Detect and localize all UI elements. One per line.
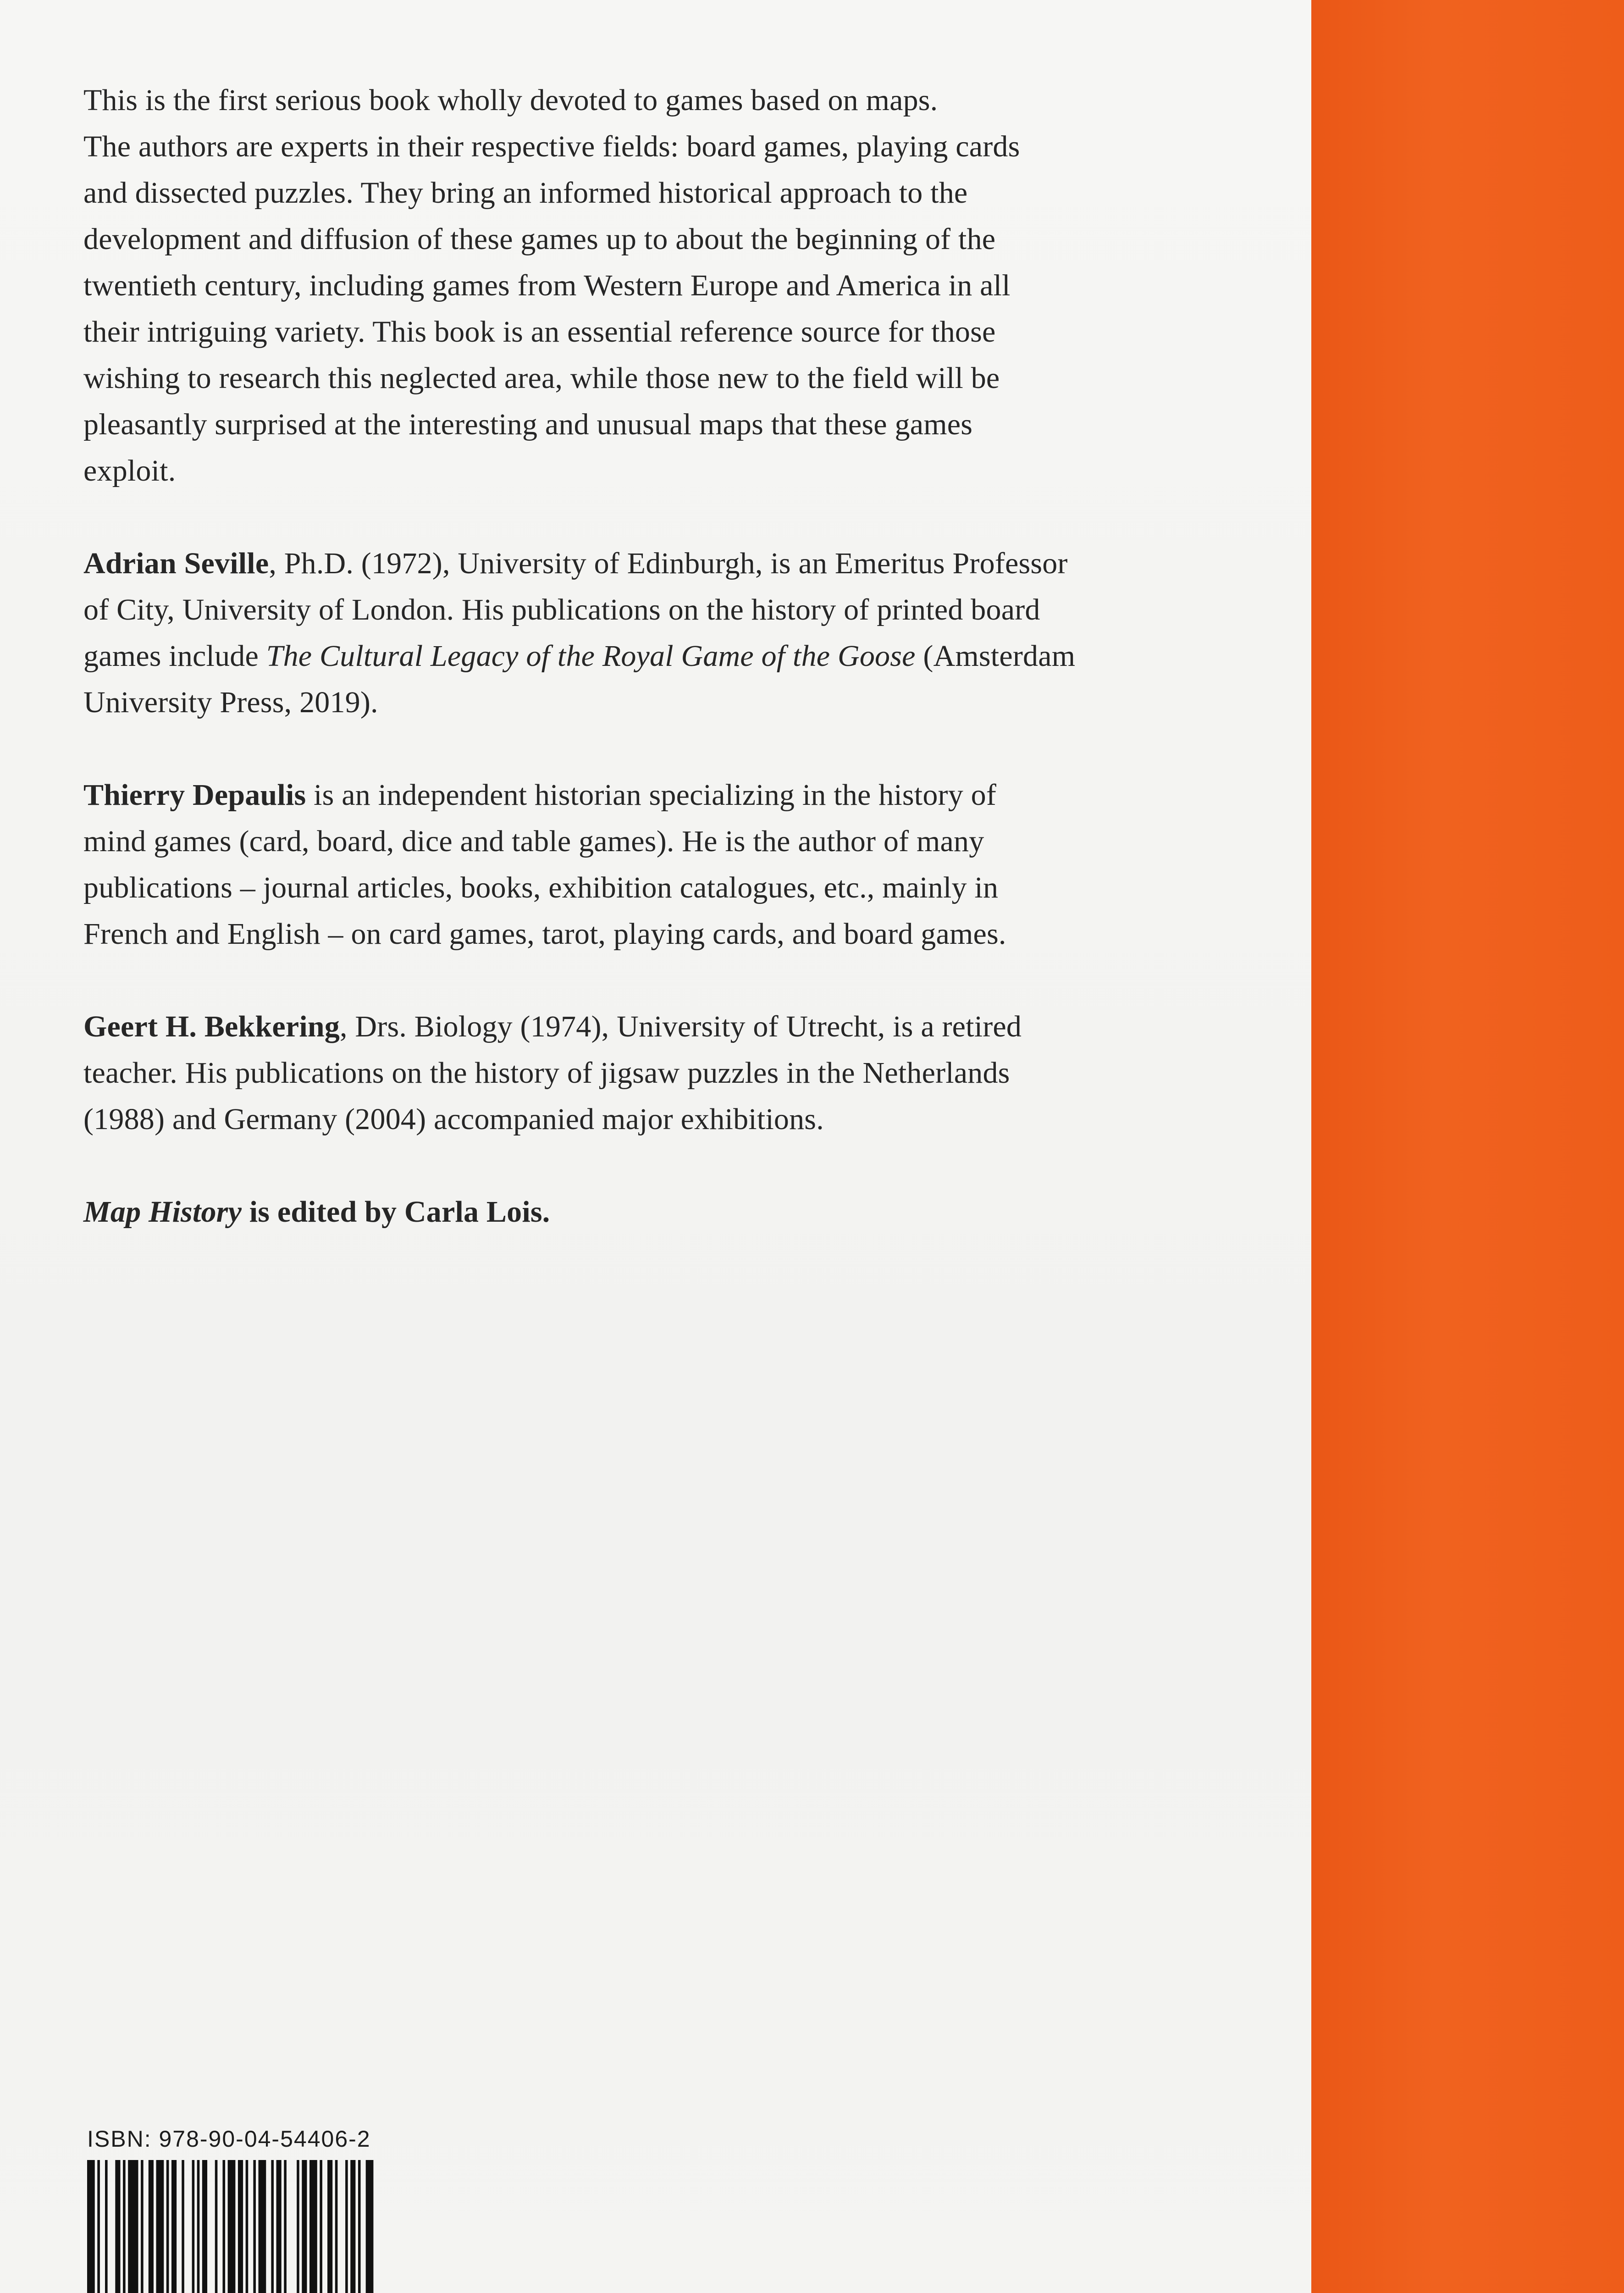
orange-side-band xyxy=(1311,0,1624,2293)
author-bio-depaulis xyxy=(83,772,1193,957)
barcode-bar xyxy=(297,2160,299,2293)
author-name: Geert H. Bekkering xyxy=(83,1010,340,1043)
bio-line: teacher. His publications on the history of jigsaw puzzles in the Netherlands xyxy=(83,1056,1010,1090)
series-editor-note xyxy=(83,1189,1193,1235)
description-line: The authors are experts in their respective fields: board games, playing cards xyxy=(83,130,1020,163)
author-name: Thierry Depaulis xyxy=(83,778,306,812)
barcode-bar xyxy=(302,2160,307,2293)
description-line: development and diffusion of these games up to about the beginning of the xyxy=(83,222,996,256)
barcode-bar xyxy=(327,2160,332,2293)
barcode-bar xyxy=(123,2160,126,2293)
barcode-bar xyxy=(166,2160,169,2293)
isbn-label: ISBN: 978-90-04-54406-2 xyxy=(87,2126,371,2152)
barcode-bar xyxy=(259,2160,266,2293)
description-line: This is the first serious book wholly devoted to games based on maps. xyxy=(83,83,938,117)
barcode-bar xyxy=(87,2160,95,2293)
barcode-bar xyxy=(197,2160,200,2293)
bio-line: , Drs. Biology (1974), University of Utrecht, is a retired xyxy=(340,1010,1022,1043)
description-line: and dissected puzzles. They bring an informed historical approach to the xyxy=(83,176,968,210)
description-line: wishing to research this neglected area, while those new to the field will be xyxy=(83,361,1000,395)
description-paragraph xyxy=(83,77,1193,494)
barcode-bar xyxy=(156,2160,164,2293)
barcode-bar xyxy=(97,2160,100,2293)
barcode-bar xyxy=(222,2160,225,2293)
barcode-bar xyxy=(271,2160,274,2293)
bio-line: mind games (card, board, dice and table games). He is the author of many xyxy=(83,825,984,858)
barcode-bar xyxy=(192,2160,195,2293)
barcode-bar xyxy=(335,2160,338,2293)
barcode-bar xyxy=(320,2160,322,2293)
barcode-bar xyxy=(345,2160,348,2293)
bio-line: publications – journal articles, books, exhibition catalogues, etc., mainly in xyxy=(83,871,999,904)
barcode-bar xyxy=(141,2160,144,2293)
description-line: exploit. xyxy=(83,454,176,487)
series-editor: is edited by Carla Lois. xyxy=(242,1195,550,1229)
barcode-bar xyxy=(215,2160,218,2293)
bio-line: of City, University of London. His publications on the history of printed board xyxy=(83,593,1040,626)
description-line: their intriguing variety. This book is an essential reference source for those xyxy=(83,315,996,349)
bio-line: is an independent historian specializing in the history of xyxy=(306,778,997,812)
barcode-bar xyxy=(228,2160,236,2293)
barcode-bar xyxy=(358,2160,361,2293)
barcode xyxy=(87,2160,376,2293)
barcode-bar xyxy=(276,2160,282,2293)
bio-line: University Press, 2019). xyxy=(83,686,378,719)
barcode-bar xyxy=(115,2160,120,2293)
description-line: pleasantly surprised at the interesting and unusual maps that these games xyxy=(83,408,973,441)
barcode-bar xyxy=(105,2160,108,2293)
barcode-bar xyxy=(238,2160,243,2293)
author-bio-seville xyxy=(83,540,1193,726)
author-name: Adrian Seville xyxy=(83,547,269,580)
bio-line: games include xyxy=(83,639,266,673)
bio-line: (1988) and Germany (2004) accompanied major exhibitions. xyxy=(83,1102,824,1136)
book-title: The Cultural Legacy of the Royal Game of the Goose xyxy=(266,639,916,673)
cover-text xyxy=(83,77,1193,1281)
bio-line: (Amsterdam xyxy=(915,639,1076,673)
barcode-bar xyxy=(350,2160,355,2293)
bio-line: , Ph.D. (1972), University of Edinburgh, is an Emeritus Professor xyxy=(269,547,1068,580)
barcode-bar xyxy=(253,2160,256,2293)
barcode-bar xyxy=(171,2160,177,2293)
barcode-bar xyxy=(284,2160,287,2293)
author-bio-bekkering xyxy=(83,1003,1193,1142)
barcode-bar xyxy=(149,2160,154,2293)
barcode-bar xyxy=(309,2160,317,2293)
barcode-bar xyxy=(182,2160,184,2293)
description-line: twentieth century, including games from Western Europe and America in all xyxy=(83,269,1011,302)
series-name: Map History xyxy=(83,1195,242,1229)
barcode-bar xyxy=(202,2160,207,2293)
barcode-bar xyxy=(366,2160,374,2293)
barcode-bar xyxy=(246,2160,249,2293)
bio-line: French and English – on card games, tarot, playing cards, and board games. xyxy=(83,917,1006,951)
barcode-bar xyxy=(128,2160,138,2293)
